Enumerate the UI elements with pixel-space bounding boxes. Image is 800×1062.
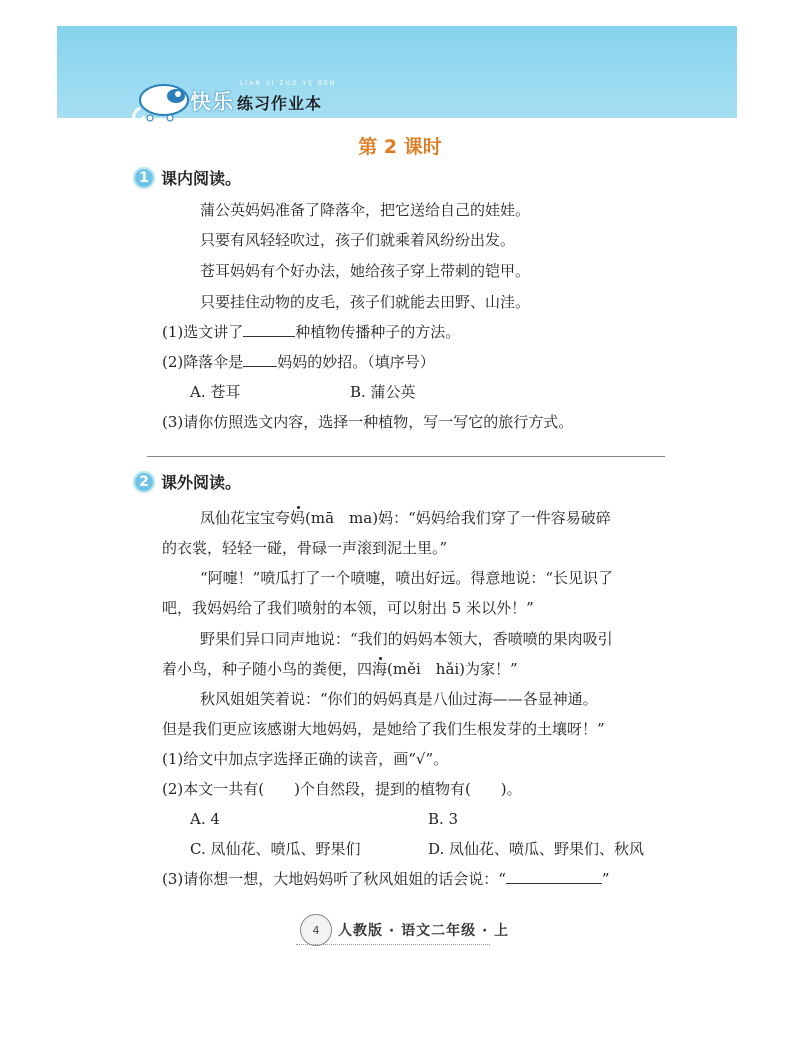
question-2-1: (1)给文中加点字选择正确的读音，画“√”。 xyxy=(162,750,449,768)
question-1-3: (3)请你仿照选文内容，选择一种植物，写一写它的旅行方式。 xyxy=(162,413,574,431)
option-b: B. 蒲公英 xyxy=(350,383,416,401)
question-1-1 xyxy=(162,322,460,342)
q-text: (3)请你想一想，大地妈妈听了秋风姐姐的话会说：“ xyxy=(162,870,506,888)
paragraph-line: 野果们异口同声地说：“我们的妈妈本领大，香喷喷的果肉吸引 xyxy=(200,630,613,648)
section1-title: 课内阅读。 xyxy=(161,169,242,188)
q-text: 妈妈的妙招。（填序号） xyxy=(277,353,435,371)
q-text: 种植物传播种子的方法。 xyxy=(295,323,461,341)
answer-blank[interactable] xyxy=(243,322,295,337)
dotted-char: 妈 xyxy=(290,509,306,527)
paragraph-line: 秋风姐姐笑着说：“你们的妈妈真是八仙过海——各显神通。 xyxy=(200,690,598,708)
option-c: C. 凤仙花、喷瓜、野果们 xyxy=(190,840,361,858)
question-1-2 xyxy=(162,352,435,372)
brand-small: 练习作业本 xyxy=(237,94,323,113)
text-span: (měi hǎi)为家！” xyxy=(387,660,518,678)
q-text: (2)降落伞是 xyxy=(162,353,244,371)
q-text: (1)选文讲了 xyxy=(162,323,244,341)
section2-heading xyxy=(133,470,241,493)
lesson-title: 第 2 课时 xyxy=(358,136,442,158)
question-2-3 xyxy=(162,869,610,889)
brand-title xyxy=(190,86,322,116)
footer-text: 人教版 · 语文二年级 · 上 xyxy=(338,923,510,939)
paragraph-line: 但是我们更应该感谢大地妈妈，是她给了我们生根发芽的土壤呀！” xyxy=(162,720,605,738)
page-footer xyxy=(300,914,509,946)
dotted-char: 海 xyxy=(372,660,388,678)
answer-blank[interactable] xyxy=(243,352,277,367)
option-a: A. 苍耳 xyxy=(190,383,241,401)
footer-divider xyxy=(296,944,490,945)
poem-line: 蒲公英妈妈准备了降落伞，把它送给自己的娃娃。 xyxy=(200,201,531,219)
paragraph-line: “阿嚏！”喷瓜打了一个喷嚏，喷出好远。得意地说：“长见识了 xyxy=(200,569,614,587)
brand-pinyin: LIAN XI ZUO YE BEN xyxy=(240,80,337,87)
poem-line: 只要有风轻轻吹过，孩子们就乘着风纷纷出发。 xyxy=(200,231,516,249)
poem-line: 苍耳妈妈有个好办法，她给孩子穿上带刺的铠甲。 xyxy=(200,262,531,280)
chameleon-logo-icon xyxy=(126,78,198,126)
option-b: B. 3 xyxy=(428,810,459,828)
question-2-2: (2)本文一共有( )个自然段，提到的植物有( )。 xyxy=(162,780,522,798)
paragraph-line: 的衣裳，轻轻一碰，骨碌一声滚到泥土里。” xyxy=(162,539,448,557)
section2-number-badge: 2 xyxy=(133,471,155,493)
section-divider xyxy=(147,456,665,457)
section1-heading xyxy=(133,166,241,189)
paragraph-line xyxy=(162,659,518,679)
text-span: 凤仙花宝宝夸 xyxy=(200,509,291,527)
poem-line: 只要挂住动物的皮毛，孩子们就能去田野、山洼。 xyxy=(200,293,531,311)
q-text: ” xyxy=(601,870,610,888)
text-span: (mā ma)妈：“妈妈给我们穿了一件容易破碎 xyxy=(305,509,611,527)
page-number: 4 xyxy=(300,914,332,946)
text-span: 着小鸟，种子随小鸟的粪便，四 xyxy=(162,660,373,678)
paragraph-line: 吧，我妈妈给了我们喷射的本领，可以射出 5 米以外！” xyxy=(162,599,534,617)
option-a: A. 4 xyxy=(190,810,220,828)
answer-blank[interactable] xyxy=(506,869,602,884)
paragraph-line xyxy=(200,508,611,528)
brand-big: 快乐 xyxy=(190,90,234,114)
option-d: D. 凤仙花、喷瓜、野果们、秋风 xyxy=(428,840,645,858)
section1-number-badge: 1 xyxy=(133,167,155,189)
section2-title: 课外阅读。 xyxy=(161,473,242,492)
